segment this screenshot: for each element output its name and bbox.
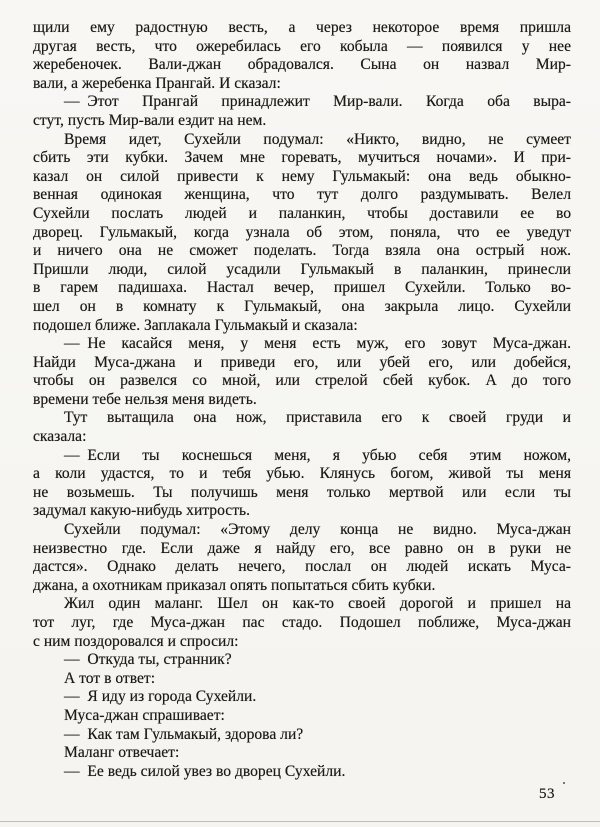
text-line: шел он в комнату к Гульмакый, она закрыла лицо. Сухейли: [33, 297, 571, 315]
text-line: подошел ближе. Заплакала Гульмакый и сказала:: [33, 316, 358, 334]
text-line: казал он силой привести к нему Гульмакый: она ведь обыкно-: [33, 167, 571, 185]
text-line: — Ее ведь силой увез во дворец Сухейли.: [64, 762, 346, 780]
text-line: — Этот Прангай принадлежит Мир-вали. Когда оба выра-: [64, 93, 571, 111]
text-line: А тот в ответ:: [64, 669, 156, 687]
text-line: и ничего она не сможет поделать. Тогда взяла она острый нож.: [33, 242, 571, 260]
text-line: Маланг отвечает:: [64, 744, 180, 762]
text-line: Сухейли послать людей и паланкин, чтобы доставили ее во: [33, 204, 571, 222]
text-line: жеребеночек. Вали-джан обрадовался. Сына он назвал Мир-: [33, 56, 571, 74]
text-line: — Я иду из города Сухейли.: [64, 688, 257, 706]
text-line: другая весть, что ожеребилась его кобыла — появился у нее: [33, 37, 571, 55]
text-line: а коли удастся, то и тебя убью. Клянусь богом, живой ты меня: [33, 465, 571, 483]
text-line: щили ему радостную весть, а через некоторое время пришла: [33, 19, 571, 36]
text-line: Найди Муса-джана и приведи его, или убей его, или добейся,: [33, 353, 571, 371]
text-line: тот луг, где Муса-джан пас стадо. Подошел поближе, Муса-джан: [33, 614, 571, 631]
scan-edge-artifact: [0, 821, 600, 822]
text-line: Сухейли подумал: «Этому делу конца не видно. Муса-джан: [64, 521, 571, 539]
text-line: Жил один маланг. Шел он как-то своей дорогой и пришел на: [64, 595, 571, 613]
text-line: чтобы он развелся со мной, или стрелой сбей кубок. А до того: [33, 372, 571, 390]
text-line: сбить эти кубки. Зачем мне горевать, мучиться ночами». И при-: [33, 149, 571, 167]
scan-speck: [563, 782, 565, 784]
text-line: Муса-джан спрашивает:: [64, 706, 225, 724]
text-line: с ним поздоровался и спросил:: [33, 632, 239, 650]
text-line: джана, а охотникам приказал опять попытаться сбить кубки.: [33, 576, 436, 594]
text-line: не возьмешь. Ты получишь меня только мертвой или если ты: [33, 483, 571, 501]
text-line: — Не касайся меня, у меня есть муж, его зовут Муса-джан.: [64, 335, 571, 353]
text-line: — Если ты коснешься меня, я убью себя этим ножом,: [64, 446, 571, 464]
text-block: [33, 19, 571, 781]
page-number: 53: [539, 786, 555, 802]
text-line: венная одинокая женщина, что тут долго раздумывать. Велел: [33, 186, 571, 204]
text-line: стут, пусть Мир-вали ездит на нем.: [33, 111, 267, 129]
text-line: Пришли люди, силой усадили Гульмакый в паланкин, принесли: [33, 260, 571, 278]
text-line: — Откуда ты, странник?: [64, 651, 232, 669]
text-line: дастся». Однако делать нечего, послал он людей искать Муса-: [33, 558, 571, 576]
text-line: в гарем падишаха. Настал вечер, пришел Сухейли. Только во-: [33, 279, 571, 297]
text-line: — Как там Гульмакый, здорова ли?: [64, 725, 304, 743]
text-line: Время идет, Сухейли подумал: «Никто, видно, не сумеет: [64, 130, 571, 148]
text-line: неизвестно где. Если даже я найду его, все равно он в руки не: [33, 539, 571, 557]
text-line: времени тебе нельзя меня видеть.: [33, 390, 257, 408]
text-line: дворец. Гульмакый, когда узнала об этом, поняла, что ее уведут: [33, 223, 571, 241]
text-line: сказала:: [33, 428, 87, 446]
text-line: задумал какую-нибудь хитрость.: [33, 502, 251, 520]
text-line: вали, а жеребенка Прангай. И сказал:: [33, 74, 281, 92]
text-line: Тут вытащила она нож, приставила его к своей груди и: [64, 409, 571, 427]
